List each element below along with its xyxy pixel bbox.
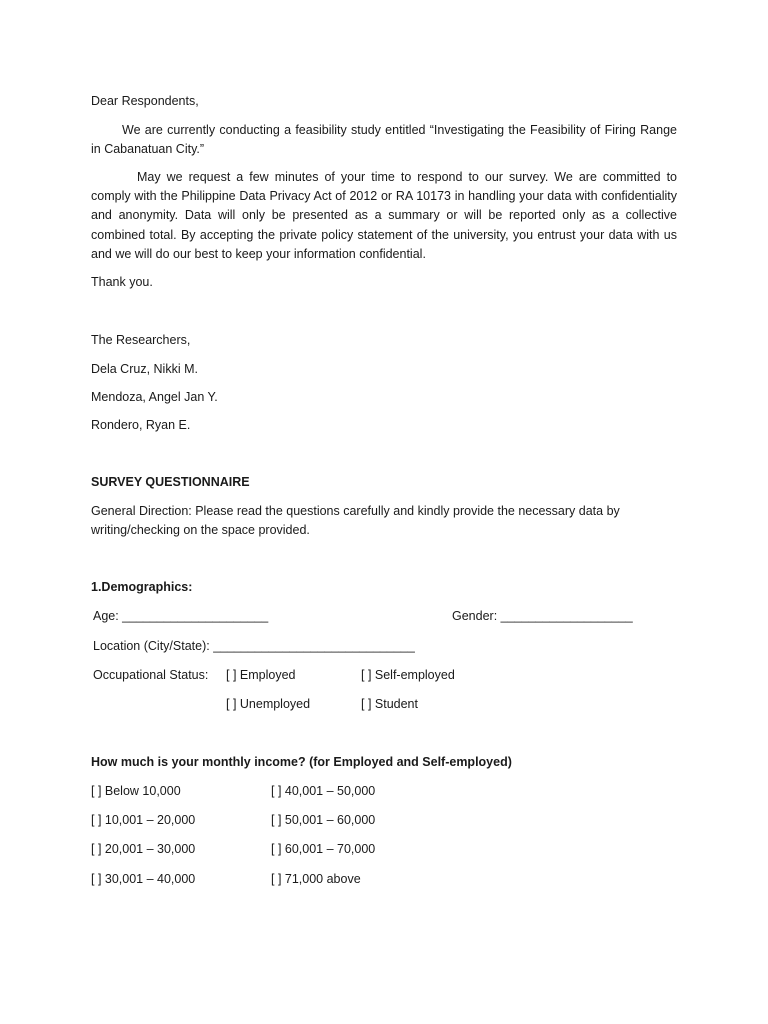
- survey-title: SURVEY QUESTIONNAIRE: [91, 475, 250, 489]
- option-unemployed[interactable]: [ ] Unemployed: [226, 697, 311, 711]
- income-option[interactable]: [ ] 50,001 – 60,000: [271, 813, 376, 827]
- income-option[interactable]: [ ] 20,001 – 30,000: [91, 842, 196, 856]
- gender-field[interactable]: Gender: ___________________: [452, 609, 633, 623]
- income-option[interactable]: [ ] Below 10,000: [91, 784, 181, 798]
- general-direction: General Direction: Please read the questions carefully and kindly provide the necessary data by writing/checking on the space provided.: [91, 504, 620, 538]
- income-option[interactable]: [ ] 10,001 – 20,000: [91, 813, 196, 827]
- intro-paragraph: We are currently conducting a feasibility study entitled “Investigating the Feasibility of Firing Range in Cabanatuan City.”: [91, 123, 677, 157]
- researcher-name: Mendoza, Angel Jan Y.: [91, 390, 218, 404]
- income-option[interactable]: [ ] 40,001 – 50,000: [271, 784, 376, 798]
- option-student[interactable]: [ ] Student: [361, 697, 418, 711]
- researcher-name: Dela Cruz, Nikki M.: [91, 362, 198, 376]
- demographics-heading: 1.Demographics:: [91, 580, 193, 594]
- income-question: How much is your monthly income? (for Employed and Self-employed): [91, 755, 512, 769]
- option-self-employed[interactable]: [ ] Self-employed: [361, 668, 455, 682]
- signoff-text: The Researchers,: [91, 333, 191, 347]
- salutation: Dear Respondents,: [91, 94, 199, 108]
- occupational-status-label: Occupational Status:: [93, 668, 209, 682]
- researcher-name: Rondero, Ryan E.: [91, 418, 191, 432]
- thank-you-text: Thank you.: [91, 275, 153, 289]
- age-field[interactable]: Age: _____________________: [93, 609, 269, 623]
- option-employed[interactable]: [ ] Employed: [226, 668, 296, 682]
- income-option[interactable]: [ ] 60,001 – 70,000: [271, 842, 376, 856]
- location-field[interactable]: Location (City/State): _____________________________: [93, 639, 415, 653]
- income-option[interactable]: [ ] 30,001 – 40,000: [91, 872, 196, 886]
- privacy-paragraph: May we request a few minutes of your time to respond to our survey. We are committed to comply with the Philippine Data Privacy Act of 2012 or RA 10173 in handling your data with confidentiality and anonymity. Data will only be presented as a summary or will be reported only as a collective combined total. By accepting the private policy statement of the university, you entrust your data with us and we will do our best to keep your information confidential.: [91, 170, 677, 261]
- income-option[interactable]: [ ] 71,000 above: [271, 872, 361, 886]
